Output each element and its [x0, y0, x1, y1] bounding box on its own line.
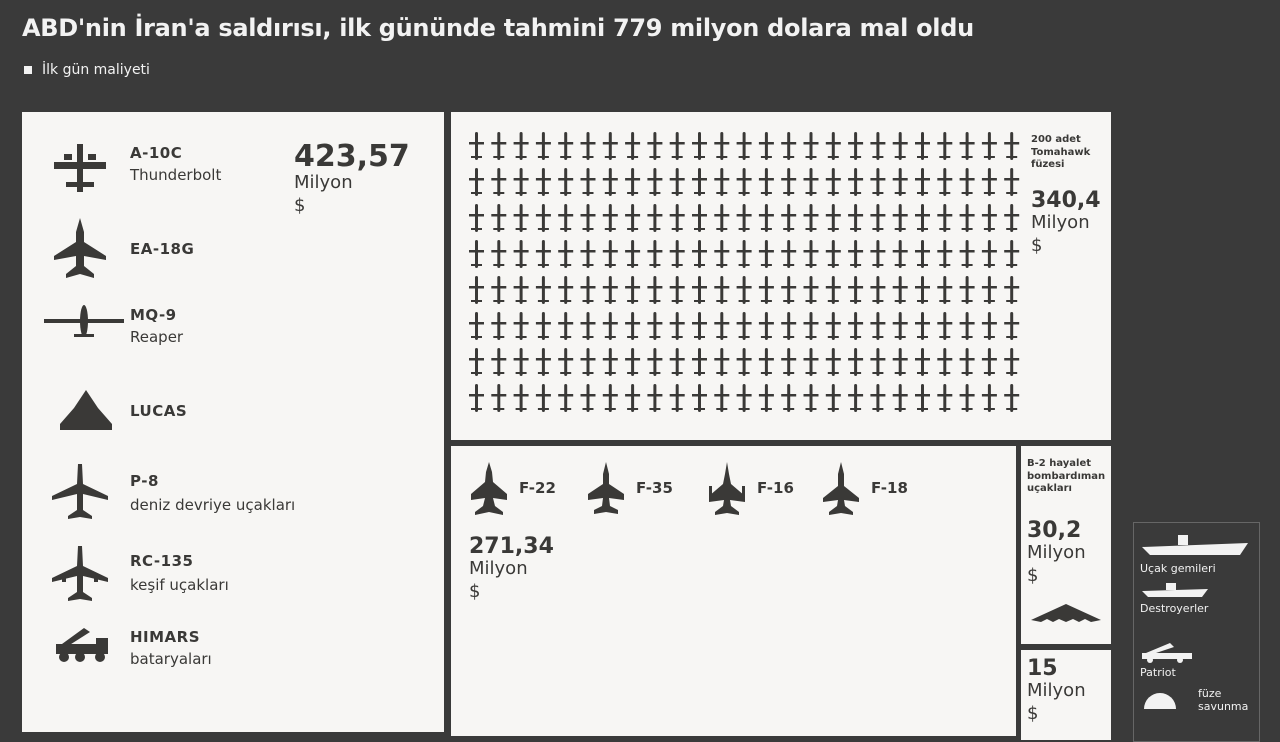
tomahawk-missile-icon — [826, 240, 841, 268]
tomahawk-missile-icon — [893, 312, 908, 340]
stealth-bomber-icon — [1029, 602, 1103, 624]
value-unit: Milyon — [469, 558, 528, 579]
tomahawk-missile-icon — [848, 240, 863, 268]
tomahawk-missile-icon — [647, 384, 662, 412]
flying-wing-drone-icon — [56, 384, 116, 432]
value-currency: $ — [294, 194, 306, 216]
tomahawk-missile-icon — [737, 276, 752, 304]
tomahawk-missile-icon — [804, 348, 819, 376]
tomahawk-missile-icon — [737, 132, 752, 160]
tomahawk-missile-icon — [536, 204, 551, 232]
tomahawk-missile-icon — [491, 168, 506, 196]
tomahawk-missile-icon — [581, 348, 596, 376]
fighter-f18 — [821, 460, 908, 516]
tomahawk-missile-icon — [1004, 276, 1019, 304]
tomahawk-missile-icon — [469, 312, 484, 340]
tomahawk-missile-icon — [870, 348, 885, 376]
f18-icon — [821, 460, 861, 516]
tomahawk-missile-icon — [692, 240, 707, 268]
tomahawk-missile-icon — [870, 384, 885, 412]
tomahawk-missile-icon — [804, 312, 819, 340]
tomahawk-missile-icon — [514, 168, 529, 196]
tomahawk-missile-icon — [826, 384, 841, 412]
tomahawk-missile-icon — [893, 240, 908, 268]
tomahawk-missile-icon — [514, 384, 529, 412]
aircraft-name: LUCAS — [130, 402, 188, 420]
tomahawk-missile-icon — [848, 132, 863, 160]
tomahawk-missile-icon — [804, 204, 819, 232]
navy-label: Destroyerler — [1140, 602, 1209, 615]
tomahawk-missile-icon — [558, 276, 573, 304]
tomahawk-missile-icon — [603, 168, 618, 196]
tomahawk-missile-icon — [937, 132, 952, 160]
tomahawk-missile-icon — [915, 384, 930, 412]
tomahawk-missile-icon — [804, 276, 819, 304]
tomahawk-missile-icon — [759, 240, 774, 268]
tomahawk-missile-icon — [536, 132, 551, 160]
tomahawk-missile-icon — [558, 312, 573, 340]
tomahawk-missile-icon — [670, 168, 685, 196]
tomahawk-missile-icon — [1004, 204, 1019, 232]
destroyer-icon — [1140, 579, 1210, 599]
recon-plane-icon — [50, 544, 110, 604]
tomahawk-missile-icon — [1004, 132, 1019, 160]
f35-icon — [586, 460, 626, 516]
tomahawk-missile-icon — [581, 384, 596, 412]
tomahawk-missile-icon — [781, 312, 796, 340]
tomahawk-missile-icon — [647, 168, 662, 196]
value-currency: $ — [1031, 234, 1043, 256]
tomahawk-missile-icon — [781, 348, 796, 376]
tomahawk-missile-icon — [1004, 240, 1019, 268]
aircraft-item-himars — [22, 624, 302, 684]
tomahawk-missile-icon — [558, 384, 573, 412]
missile-grid — [467, 130, 1037, 440]
tomahawk-missile-icon — [469, 204, 484, 232]
tomahawk-missile-icon — [893, 348, 908, 376]
aircraft-item-p8 — [22, 462, 302, 522]
value-unit: Milyon — [1027, 680, 1086, 701]
tomahawk-missile-icon — [870, 276, 885, 304]
tomahawk-missile-icon — [491, 240, 506, 268]
aircraft-name: P-8 — [130, 472, 159, 490]
tomahawk-missile-icon — [893, 276, 908, 304]
tomahawk-missile-icon — [893, 204, 908, 232]
tomahawk-missile-icon — [870, 312, 885, 340]
tomahawk-missile-icon — [870, 168, 885, 196]
rocket-launcher-icon — [54, 624, 112, 664]
navy-label: füze savunma — [1198, 687, 1249, 713]
tomahawk-missile-icon — [603, 348, 618, 376]
tomahawk-missile-icon — [647, 276, 662, 304]
tomahawk-missile-icon — [670, 204, 685, 232]
f22-icon — [469, 460, 509, 516]
fighters-value — [469, 536, 554, 603]
aircraft-sub: deniz devriye uçakları — [130, 496, 296, 514]
tomahawk-missile-icon — [469, 168, 484, 196]
tomahawk-missile-icon — [714, 384, 729, 412]
tomahawk-missile-icon — [826, 312, 841, 340]
tomahawk-missile-icon — [714, 240, 729, 268]
aircraft-sub: Thunderbolt — [130, 166, 222, 184]
fighter-f16 — [707, 460, 794, 516]
tomahawk-missile-icon — [536, 348, 551, 376]
tomahawk-missile-icon — [692, 276, 707, 304]
navy-label: Uçak gemileri — [1140, 562, 1216, 575]
tomahawk-missile-icon — [625, 312, 640, 340]
aircraft-name: EA-18G — [130, 240, 195, 258]
tomahawk-missile-icon — [781, 276, 796, 304]
tomahawk-missile-icon — [469, 240, 484, 268]
tomahawk-missile-icon — [960, 168, 975, 196]
tomahawk-missile-icon — [737, 348, 752, 376]
tomahawk-missile-icon — [759, 168, 774, 196]
tomahawk-missile-icon — [915, 204, 930, 232]
tomahawk-missile-icon — [670, 312, 685, 340]
tomahawk-missile-icon — [826, 348, 841, 376]
tomahawk-missile-icon — [692, 132, 707, 160]
aircraft-item-mq9 — [22, 302, 302, 362]
tomahawk-missile-icon — [514, 132, 529, 160]
tomahawk-missile-icon — [982, 312, 997, 340]
tomahawk-missile-icon — [982, 276, 997, 304]
tomahawk-missile-icon — [536, 384, 551, 412]
tomahawk-missile-icon — [915, 348, 930, 376]
page-title: ABD'nin İran'a saldırısı, ilk gününde tahmini 779 milyon dolara mal oldu — [22, 14, 974, 42]
tomahawk-missile-icon — [625, 204, 640, 232]
tomahawk-missile-icon — [670, 276, 685, 304]
aircraft-panel — [22, 112, 444, 732]
tomahawk-missile-icon — [714, 348, 729, 376]
tomahawk-missile-icon — [870, 204, 885, 232]
aircraft-sub: Reaper — [130, 328, 184, 346]
tomahawk-missile-icon — [536, 312, 551, 340]
aircraft-sub: keşif uçakları — [130, 576, 229, 594]
value-number: 340,4 — [1031, 188, 1101, 213]
value-number: 271,34 — [469, 534, 554, 559]
tomahawk-missile-icon — [692, 204, 707, 232]
tomahawk-missile-icon — [625, 384, 640, 412]
tomahawk-missile-icon — [603, 204, 618, 232]
fighter-label: F-35 — [636, 479, 673, 497]
tomahawk-missile-icon — [759, 132, 774, 160]
tomahawk-missile-icon — [960, 312, 975, 340]
tomahawk-missile-icon — [848, 276, 863, 304]
tomahawk-missile-icon — [581, 312, 596, 340]
tomahawk-missile-icon — [692, 384, 707, 412]
tomahawk-missile-icon — [848, 348, 863, 376]
tomahawk-missile-icon — [558, 348, 573, 376]
tomahawk-missile-icon — [893, 132, 908, 160]
value-unit: Milyon — [1027, 542, 1086, 563]
tomahawk-missile-icon — [714, 276, 729, 304]
tomahawk-missile-icon — [915, 312, 930, 340]
tomahawk-missile-icon — [670, 132, 685, 160]
tomahawk-missile-icon — [714, 168, 729, 196]
tomahawk-missile-icon — [558, 132, 573, 160]
legend-swatch — [24, 66, 32, 74]
tomahawk-missile-icon — [1004, 312, 1019, 340]
tomahawk-missile-icon — [893, 168, 908, 196]
value-currency: $ — [1027, 564, 1039, 586]
attack-jet-icon — [50, 140, 110, 196]
tomahawk-missile-icon — [603, 240, 618, 268]
tomahawk-missile-icon — [514, 204, 529, 232]
tomahawk-missile-icon — [960, 132, 975, 160]
tomahawk-value — [1031, 190, 1101, 257]
tomahawk-missile-icon — [625, 132, 640, 160]
air-group-value — [294, 139, 410, 217]
tomahawk-missile-icon — [491, 204, 506, 232]
tomahawk-missile-icon — [514, 348, 529, 376]
tomahawk-missile-icon — [960, 348, 975, 376]
tomahawk-missile-icon — [558, 204, 573, 232]
tomahawk-missile-icon — [714, 132, 729, 160]
tomahawk-missile-icon — [982, 240, 997, 268]
defense-value — [1027, 658, 1086, 725]
b2-panel — [1021, 446, 1111, 644]
tomahawk-missile-icon — [491, 384, 506, 412]
navy-item-destroyer — [1140, 579, 1210, 615]
tomahawk-missile-icon — [759, 312, 774, 340]
aircraft-name: A-10C — [130, 144, 183, 162]
tomahawk-missile-icon — [804, 168, 819, 196]
tomahawk-missile-icon — [759, 204, 774, 232]
fighter-label: F-18 — [871, 479, 908, 497]
tomahawk-missile-icon — [469, 348, 484, 376]
tomahawk-missile-icon — [737, 204, 752, 232]
tomahawk-missile-icon — [514, 240, 529, 268]
tomahawk-missile-icon — [491, 132, 506, 160]
tomahawk-missile-icon — [804, 132, 819, 160]
tomahawk-missile-icon — [848, 168, 863, 196]
aircraft-name: HIMARS — [130, 628, 201, 646]
tomahawk-missile-icon — [581, 168, 596, 196]
tomahawk-missile-icon — [647, 240, 662, 268]
tomahawk-missile-icon — [870, 132, 885, 160]
navy-panel — [1133, 522, 1260, 742]
tomahawk-missile-icon — [692, 312, 707, 340]
tomahawk-missile-icon — [915, 240, 930, 268]
tomahawk-missile-icon — [960, 384, 975, 412]
tomahawk-missile-icon — [581, 204, 596, 232]
tomahawk-missile-icon — [1004, 168, 1019, 196]
tomahawk-missile-icon — [469, 384, 484, 412]
tomahawk-missile-icon — [870, 240, 885, 268]
tomahawk-missile-icon — [826, 168, 841, 196]
tomahawk-missile-icon — [781, 132, 796, 160]
tomahawk-missile-icon — [625, 276, 640, 304]
tomahawk-missile-icon — [625, 348, 640, 376]
tomahawk-missile-icon — [514, 276, 529, 304]
tomahawk-missile-icon — [937, 348, 952, 376]
aircraft-item-a10c — [22, 140, 302, 200]
aircraft-item-lucas — [22, 384, 302, 444]
navy-item-carrier — [1140, 531, 1250, 575]
tomahawk-missile-icon — [714, 204, 729, 232]
tomahawk-missile-icon — [491, 276, 506, 304]
tomahawk-panel — [451, 112, 1111, 440]
aircraft-name: RC-135 — [130, 552, 194, 570]
tomahawk-missile-icon — [960, 276, 975, 304]
tomahawk-missile-icon — [469, 276, 484, 304]
aircraft-item-rc135 — [22, 544, 302, 604]
tomahawk-missile-icon — [581, 240, 596, 268]
tomahawk-missile-icon — [937, 312, 952, 340]
tomahawk-missile-icon — [581, 132, 596, 160]
tomahawk-missile-icon — [1004, 348, 1019, 376]
tomahawk-missile-icon — [536, 240, 551, 268]
fighter-f35 — [586, 460, 673, 516]
value-unit: Milyon — [294, 172, 353, 193]
tomahawk-missile-icon — [759, 276, 774, 304]
tomahawk-missile-icon — [937, 276, 952, 304]
tomahawk-missile-icon — [915, 276, 930, 304]
tomahawk-missile-icon — [603, 276, 618, 304]
tomahawk-missile-icon — [647, 132, 662, 160]
tomahawk-missile-icon — [737, 168, 752, 196]
tomahawk-missile-icon — [536, 276, 551, 304]
tomahawk-missile-icon — [826, 204, 841, 232]
tomahawk-missile-icon — [915, 168, 930, 196]
tomahawk-missile-icon — [670, 348, 685, 376]
patrol-plane-icon — [50, 462, 110, 522]
tomahawk-missile-icon — [960, 240, 975, 268]
tomahawk-missile-icon — [937, 240, 952, 268]
tomahawk-missile-icon — [603, 312, 618, 340]
tomahawk-missile-icon — [937, 204, 952, 232]
tomahawk-missile-icon — [781, 204, 796, 232]
patriot-launcher-icon — [1140, 641, 1196, 663]
tomahawk-missile-icon — [848, 312, 863, 340]
tomahawk-missile-icon — [603, 132, 618, 160]
fighter-label: F-16 — [757, 479, 794, 497]
tomahawk-missile-icon — [804, 384, 819, 412]
tomahawk-caption: 200 adet Tomahawk füzesi — [1031, 134, 1091, 170]
tomahawk-missile-icon — [491, 312, 506, 340]
tomahawk-missile-icon — [915, 132, 930, 160]
drone-icon — [42, 302, 126, 342]
tomahawk-missile-icon — [714, 312, 729, 340]
tomahawk-missile-icon — [670, 384, 685, 412]
aircraft-sub: bataryaları — [130, 650, 212, 668]
navy-item-thaad — [1140, 687, 1249, 714]
fighters-panel — [451, 446, 1016, 736]
tomahawk-missile-icon — [826, 132, 841, 160]
tomahawk-missile-icon — [469, 132, 484, 160]
tomahawk-missile-icon — [670, 240, 685, 268]
fighter-jet-icon — [50, 216, 110, 280]
tomahawk-missile-icon — [558, 240, 573, 268]
tomahawk-missile-icon — [737, 240, 752, 268]
tomahawk-missile-icon — [625, 240, 640, 268]
tomahawk-missile-icon — [781, 384, 796, 412]
value-number: 15 — [1027, 656, 1058, 681]
tomahawk-missile-icon — [848, 204, 863, 232]
tomahawk-missile-icon — [804, 240, 819, 268]
navy-label: Patriot — [1140, 666, 1176, 679]
defense-panel — [1021, 650, 1111, 740]
tomahawk-missile-icon — [491, 348, 506, 376]
tomahawk-missile-icon — [692, 168, 707, 196]
tomahawk-missile-icon — [960, 204, 975, 232]
tomahawk-missile-icon — [647, 348, 662, 376]
value-number: 30,2 — [1027, 518, 1082, 543]
tomahawk-missile-icon — [826, 276, 841, 304]
tomahawk-missile-icon — [937, 168, 952, 196]
tomahawk-missile-icon — [982, 204, 997, 232]
navy-item-patriot — [1140, 641, 1196, 679]
tomahawk-missile-icon — [982, 348, 997, 376]
tomahawk-missile-icon — [982, 132, 997, 160]
tomahawk-missile-icon — [647, 204, 662, 232]
tomahawk-missile-icon — [781, 168, 796, 196]
tomahawk-missile-icon — [625, 168, 640, 196]
aircraft-name: MQ-9 — [130, 306, 177, 324]
value-unit: Milyon — [1031, 212, 1090, 233]
tomahawk-missile-icon — [737, 312, 752, 340]
value-number: 423,57 — [294, 139, 410, 174]
fighter-f22 — [469, 460, 556, 516]
aircraft-carrier-icon — [1140, 531, 1250, 559]
legend-label: İlk gün maliyeti — [42, 62, 150, 78]
tomahawk-missile-icon — [759, 348, 774, 376]
value-currency: $ — [469, 580, 481, 602]
fighter-label: F-22 — [519, 479, 556, 497]
tomahawk-missile-icon — [781, 240, 796, 268]
tomahawk-missile-icon — [692, 348, 707, 376]
tomahawk-missile-icon — [737, 384, 752, 412]
aircraft-item-ea18g — [22, 216, 302, 276]
tomahawk-missile-icon — [1004, 384, 1019, 412]
legend — [24, 62, 150, 78]
tomahawk-missile-icon — [893, 384, 908, 412]
tomahawk-missile-icon — [982, 384, 997, 412]
thaad-icon — [1140, 689, 1180, 711]
f16-icon — [707, 460, 747, 516]
value-currency: $ — [1027, 702, 1039, 724]
tomahawk-missile-icon — [647, 312, 662, 340]
tomahawk-missile-icon — [514, 312, 529, 340]
tomahawk-missile-icon — [603, 384, 618, 412]
tomahawk-missile-icon — [982, 168, 997, 196]
tomahawk-missile-icon — [759, 384, 774, 412]
tomahawk-missile-icon — [536, 168, 551, 196]
tomahawk-missile-icon — [848, 384, 863, 412]
tomahawk-missile-icon — [937, 384, 952, 412]
b2-value — [1027, 520, 1086, 587]
b2-caption: B-2 hayalet bombardıman uçakları — [1027, 458, 1106, 494]
tomahawk-missile-icon — [581, 276, 596, 304]
tomahawk-missile-icon — [558, 168, 573, 196]
